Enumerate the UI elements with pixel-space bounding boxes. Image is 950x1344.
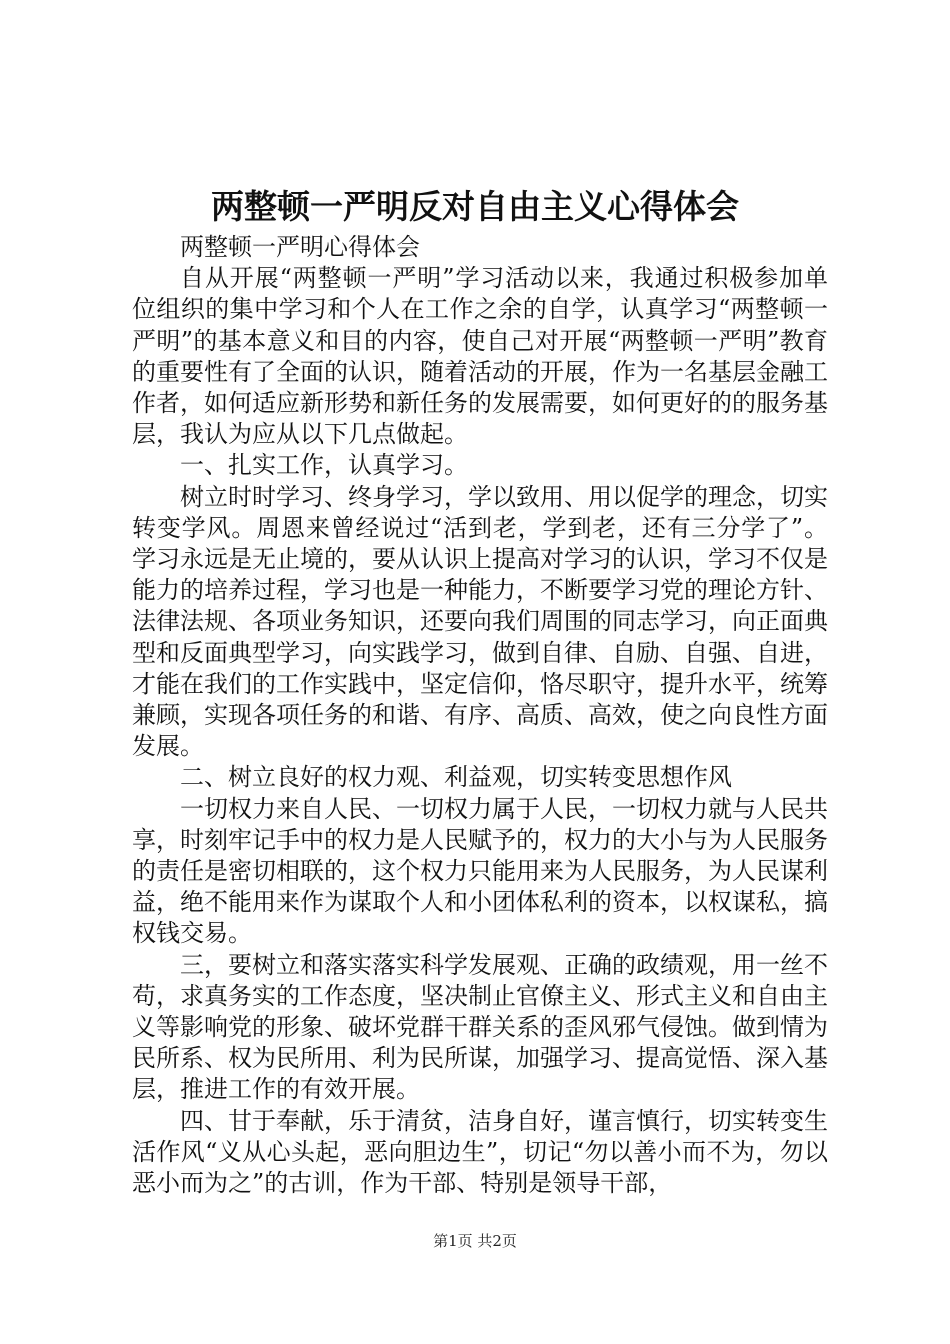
section-paragraph-2: 一切权力来自人民、一切权力属于人民，一切权力就与人民共享，时刻牢记手中的权力是人民赋予的，权力的大小与为人民服务的责任是密切相联的，这个权力只能用来为人民服务，为人民谋利益，绝不能用来作为谋取个人和小团体私利的资本，以权谋私，搞权钱交易。 xyxy=(132,794,828,948)
document-body xyxy=(132,232,828,1199)
section-paragraph-3: 三，要树立和落实落实科学发展观、正确的政绩观，用一丝不苟，求真务实的工作态度，坚决制止官僚主义、形式主义和自由主义等影响党的形象、破坏党群干群关系的歪风邪气侵蚀。做到情为民所系、权为民所用、利为民所谋，加强学习、提高觉悟、深入基层，推进工作的有效开展。 xyxy=(132,950,828,1104)
section-paragraph-1: 树立时时学习、终身学习，学以致用、用以促学的理念，切实转变学风。周恩来曾经说过“活到老，学到老，还有三分学了”。学习永远是无止境的，要从认识上提高对学习的认识，学习不仅是能力的培养过程，学习也是一种能力，不断要学习党的理论方针、法律法规、各项业务知识，还要向我们周围的同志学习，向正面典型和反面典型学习，向实践学习，做到自律、自励、自强、自进，才能在我们的工作实践中，坚定信仰，恪尽职守，提升水平，统筹兼顾，实现各项任务的和谐、有序、高质、高效，使之向良性方面发展。 xyxy=(132,482,828,761)
section-paragraph-4: 四、甘于奉献，乐于清贫，洁身自好，谨言慎行，切实转变生活作风“义从心头起，恶向胆边生”，切记“勿以善小而不为，勿以恶小而为之”的古训，作为干部、特别是领导干部， xyxy=(132,1106,828,1198)
intro-paragraph: 自从开展“两整顿一严明”学习活动以来，我通过积极参加单位组织的集中学习和个人在工作之余的自学，认真学习“两整顿一严明”的基本意义和目的内容，使自己对开展“两整顿一严明”教育的重要性有了全面的认识，随着活动的开展，作为一名基层金融工作者，如何适应新形势和新任务的发展需要，如何更好的的服务基层，我认为应从以下几点做起。 xyxy=(132,264,828,449)
page-number-footer: 第1页 共2页 xyxy=(433,1232,517,1250)
subtitle-paragraph: 两整顿一严明心得体会 xyxy=(180,233,420,261)
document-title: 两整顿一严明反对自由主义心得体会 xyxy=(211,187,739,226)
section-heading-2: 二、树立良好的权力观、利益观，切实转变思想作风 xyxy=(180,763,732,792)
section-heading-1: 一、扎实工作，认真学习。 xyxy=(180,451,468,480)
